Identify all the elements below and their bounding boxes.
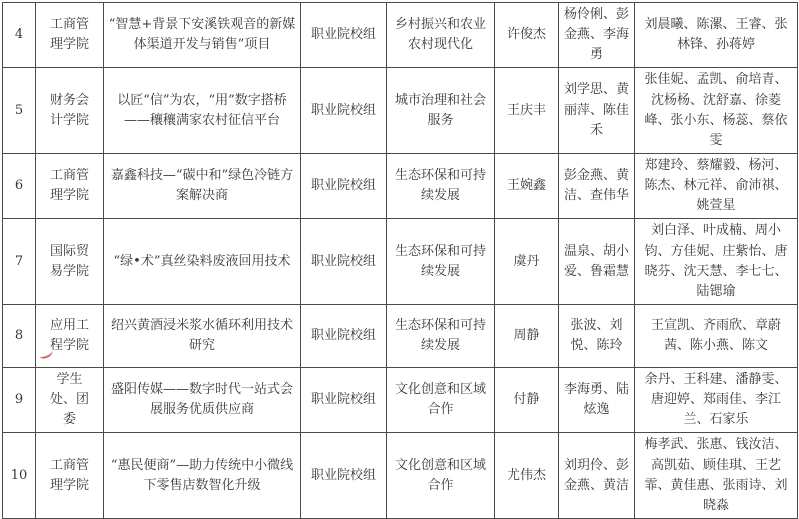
cell-team-members: 刘玥伶、彭金燕、黄洁 (559, 433, 635, 519)
cell-college: 学生处、团委 (36, 367, 104, 432)
cell-team-members: 温泉、胡小爱、鲁霜慧 (559, 219, 635, 305)
cell-group: 职业院校组 (301, 3, 387, 68)
cell-theme: 文化创意和区域合作 (387, 433, 495, 519)
cell-college: 国际贸易学院 (36, 219, 104, 305)
cell-seq: 5 (3, 68, 36, 154)
cell-project: 绍兴黄酒浸米浆水循环利用技术研究 (104, 304, 301, 367)
cell-team-members: 李海勇、陆炫逸 (559, 367, 635, 432)
cell-leader: 付静 (495, 367, 559, 432)
cell-leader: 王婉鑫 (495, 153, 559, 218)
cell-leader: 尤伟杰 (495, 433, 559, 519)
cell-theme: 生态环保和可持续发展 (387, 304, 495, 367)
cell-group: 职业院校组 (301, 433, 387, 519)
cell-project: 以匠“信”为农，“用”数字搭桥——穰穰满家农村征信平台 (104, 68, 301, 154)
cell-group: 职业院校组 (301, 153, 387, 218)
cell-college: 工商管理学院 (36, 433, 104, 519)
cell-other-members: 郑建玲、蔡耀毅、杨河、陈杰、林元祥、俞沛祺、姚萱星 (635, 153, 798, 218)
cell-team-members: 杨伶俐、彭金燕、李海勇 (559, 3, 635, 68)
cell-college: 工商管理学院 (36, 3, 104, 68)
table-row (3, 219, 798, 305)
cell-leader: 周静 (495, 304, 559, 367)
cell-other-members: 张佳妮、孟凯、俞培青、沈杨杨、沈舒嘉、徐菱峰、张小东、杨蕊、蔡依雯 (635, 68, 798, 154)
cell-project: “惠民便商”—助力传统中小微线下零售店数智化升级 (104, 433, 301, 519)
table-row (3, 433, 798, 519)
cell-seq: 10 (3, 433, 36, 519)
table-row (3, 153, 798, 218)
cell-other-members: 余丹、王科建、潘静雯、唐迎婷、郑雨佳、李江兰、石家乐 (635, 367, 798, 432)
cell-team-members: 彭金燕、黄洁、查伟华 (559, 153, 635, 218)
project-award-table (2, 2, 798, 519)
cell-other-members: 刘白泽、叶成楠、周小钧、方佳妮、庄紫怡、唐晓芬、沈天慧、李七七、陆锶瑜 (635, 219, 798, 305)
cell-project: “绿•术”真丝染料废液回用技术 (104, 219, 301, 305)
cell-seq: 7 (3, 219, 36, 305)
cell-seq: 6 (3, 153, 36, 218)
table-row (3, 367, 798, 432)
table-row (3, 68, 798, 154)
cell-team-members: 张波、刘悦、陈玲 (559, 304, 635, 367)
cell-seq: 9 (3, 367, 36, 432)
cell-theme: 文化创意和区域合作 (387, 367, 495, 432)
cell-seq: 8 (3, 304, 36, 367)
cell-college: 财务会计学院 (36, 68, 104, 154)
cell-leader: 王庆丰 (495, 68, 559, 154)
cell-leader: 虞丹 (495, 219, 559, 305)
cell-leader: 许俊杰 (495, 3, 559, 68)
cell-theme: 城市治理和社会服务 (387, 68, 495, 154)
cell-group: 职业院校组 (301, 219, 387, 305)
cell-other-members: 梅孝武、张惠、钱汝洁、高凯茹、顾佳琪、王艺霏、黄佳惠、张雨诗、刘晓淼 (635, 433, 798, 519)
cell-college: 工商管理学院 (36, 153, 104, 218)
table-row (3, 3, 798, 68)
table-row (3, 304, 798, 367)
cell-group: 职业院校组 (301, 304, 387, 367)
cell-other-members: 刘晨曦、陈漯、王睿、张林锋、孙蒋婷 (635, 3, 798, 68)
cell-project: 盛阳传媒——数字时代一站式会展服务优质供应商 (104, 367, 301, 432)
cell-seq: 4 (3, 3, 36, 68)
cell-team-members: 刘学思、黄丽萍、陈佳禾 (559, 68, 635, 154)
cell-project: “智慧+背景下安溪铁观音的新媒体渠道开发与销售”项目 (104, 3, 301, 68)
cell-group: 职业院校组 (301, 367, 387, 432)
cell-theme: 生态环保和可持续发展 (387, 153, 495, 218)
cell-project: 嘉鑫科技—“碳中和”绿色冷链方案解决商 (104, 153, 301, 218)
cell-college: 应用工程学院 (36, 304, 104, 367)
cell-other-members: 王宣凯、齐雨欣、章蔚茜、陈小燕、陈文 (635, 304, 798, 367)
cell-theme: 生态环保和可持续发展 (387, 219, 495, 305)
cell-group: 职业院校组 (301, 68, 387, 154)
cell-theme: 乡村振兴和农业农村现代化 (387, 3, 495, 68)
